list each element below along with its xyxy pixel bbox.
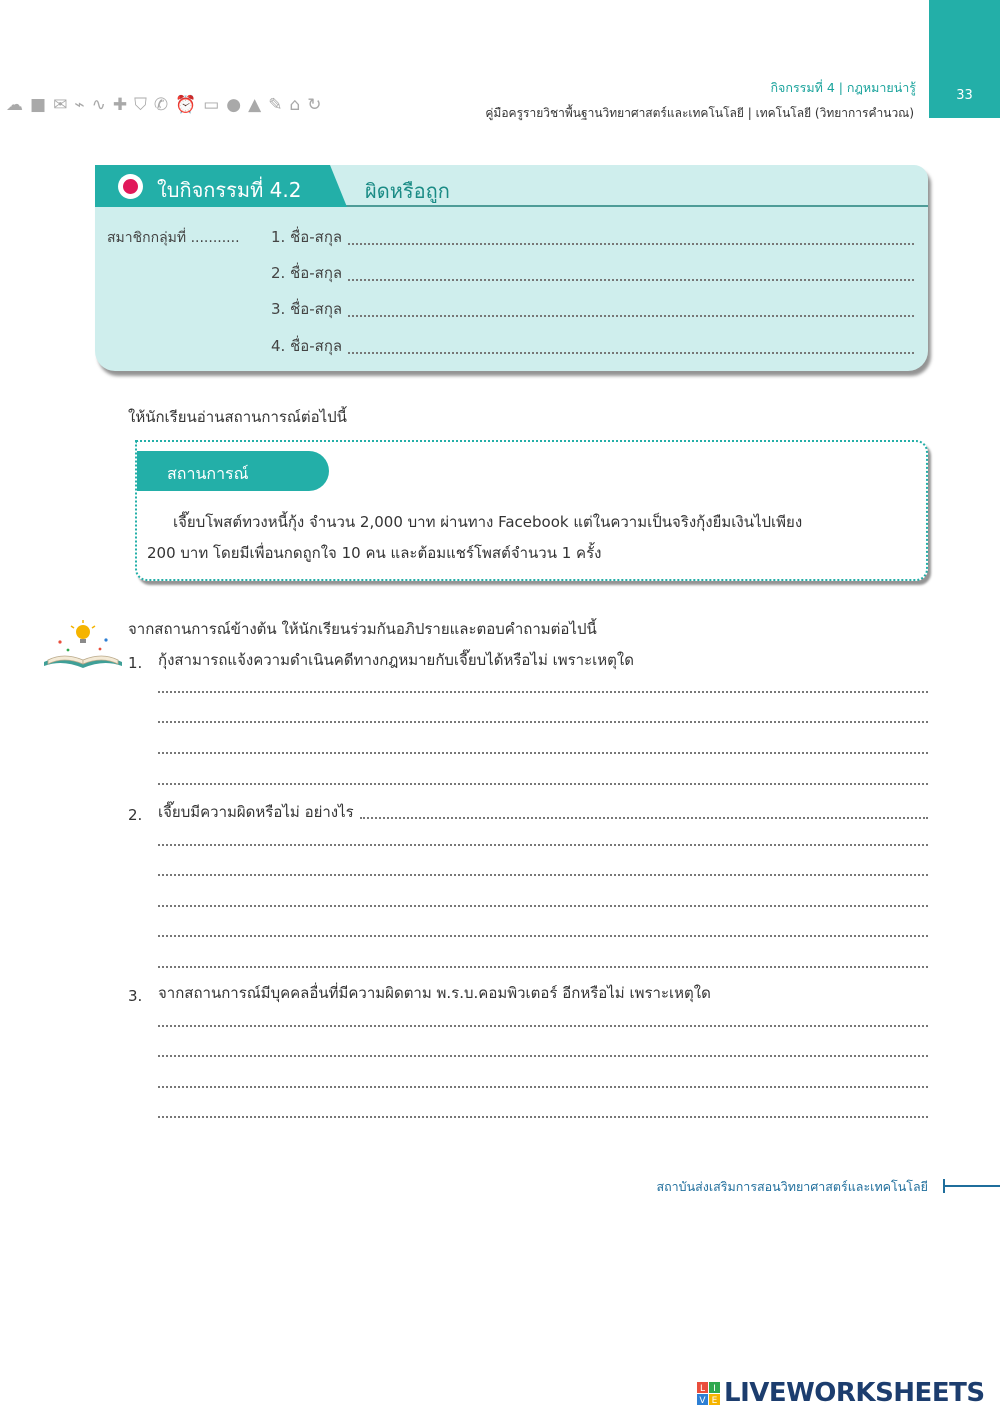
member-name-line[interactable]: 2. ชื่อ-สกุล xyxy=(271,261,914,285)
answer-line[interactable] xyxy=(158,691,928,693)
plug-icon: ⌁ xyxy=(74,95,85,115)
question-text: กุ้งสามารถแจ้งความดำเนินคดีทางกฎหมายกับเจี๊ยบได้หรือไม่ เพราะเหตุใด xyxy=(158,651,634,669)
svg-text:V: V xyxy=(699,1395,706,1405)
answer-line[interactable] xyxy=(158,1116,928,1118)
question-item: 3. จากสถานการณ์มีบุคคลอื่นที่มีความผิดตาม พ.ร.บ.คอมพิวเตอร์ อีกหรือไม่ เพราะเหตุใด xyxy=(128,981,928,1005)
alarm-clock-icon: ⏰ xyxy=(175,95,197,115)
scenario-text-line: 200 บาท โดยมีเพื่อนกดถูกใจ 10 คน และต้อมแชร์โพสต์จำนวน 1 ครั้ง xyxy=(147,544,602,562)
activity-title: กิจกรรมที่ 4 | กฎหมายน่ารู้ xyxy=(770,80,916,95)
footer-institute: สถาบันส่งเสริมการสอนวิทยาศาสตร์และเทคโนโลยี xyxy=(656,1179,928,1194)
group-members-label: สมาชิกกลุ่มที่ ........... xyxy=(107,230,240,246)
lock-icon: ▲ xyxy=(248,95,262,115)
decorative-icon-strip xyxy=(6,88,456,122)
pen-icon: ✎ xyxy=(268,95,283,115)
answer-line[interactable] xyxy=(158,1086,928,1088)
member-name-line[interactable]: 1. ชื่อ-สกุล xyxy=(271,225,914,249)
rotate-icon: ↻ xyxy=(307,95,322,115)
answer-line[interactable] xyxy=(360,815,928,819)
logo-square xyxy=(697,1394,708,1405)
answer-line[interactable] xyxy=(158,966,928,968)
answer-line[interactable] xyxy=(158,721,928,723)
questions-intro: จากสถานการณ์ข้างต้น ให้นักเรียนร่วมกันอภิปรายและตอบคำถามต่อไปนี้ xyxy=(128,620,597,638)
cloud-network-icon: ☁ xyxy=(6,95,23,115)
book-title: คู่มือครูรายวิชาพื้นฐานวิทยาศาสตร์และเทคโนโลยี | เทคโนโลยี (วิทยาการคำนวณ) xyxy=(485,106,914,120)
answer-line[interactable] xyxy=(158,752,928,754)
liveworksheets-logo[interactable] xyxy=(697,1375,985,1411)
svg-text:E: E xyxy=(711,1395,718,1405)
question-text: เจี๊ยบมีความผิดหรือไม่ อย่างไร xyxy=(158,803,354,821)
logo-square xyxy=(709,1394,720,1405)
instruction-text: ให้นักเรียนอ่านสถานการณ์ต่อไปนี้ xyxy=(128,408,347,426)
footer-rule xyxy=(943,1185,1000,1187)
member-name-line[interactable]: 3. ชื่อ-สกุล xyxy=(271,297,914,321)
answer-line[interactable] xyxy=(158,783,928,785)
laptop-icon: ▭ xyxy=(203,95,220,115)
page-number: 33 xyxy=(956,88,973,103)
logo-square xyxy=(697,1382,708,1393)
scenario-label: สถานการณ์ xyxy=(167,464,249,483)
open-book-lightbulb-icon xyxy=(40,618,126,674)
scenario-text-line: เจี๊ยบโพสต์ทวงหนี้กุ้ง จำนวน 2,000 บาท ผ่านทาง Facebook แต่ในความเป็นจริงกุ้งยืมเงินไปเพียง xyxy=(173,513,803,531)
answer-line[interactable] xyxy=(158,935,928,937)
answer-line[interactable] xyxy=(158,874,928,876)
member-name-line[interactable]: 4. ชื่อ-สกุล xyxy=(271,334,914,358)
answer-line[interactable] xyxy=(158,1055,928,1057)
square-icon: ■ xyxy=(30,95,47,115)
scenario-box xyxy=(135,440,928,581)
logo-square xyxy=(709,1382,720,1393)
svg-text:I: I xyxy=(713,1383,716,1393)
logo-text: LIVEWORKSHEETS xyxy=(724,1378,985,1408)
answer-line[interactable] xyxy=(158,905,928,907)
chat-icon: ✉ xyxy=(53,95,68,115)
question-item[interactable]: 2. เจี๊ยบมีความผิดหรือไม่ อย่างไร xyxy=(128,800,928,824)
answer-line[interactable] xyxy=(158,1025,928,1027)
worksheet-subtitle: ผิดหรือถูก xyxy=(365,179,450,203)
record-bullet-icon xyxy=(118,174,143,199)
svg-text:L: L xyxy=(699,1383,706,1393)
logo-squares-icon xyxy=(697,1382,720,1405)
speech-bubble-icon: ● xyxy=(226,95,242,115)
cable-icon: ∿ xyxy=(91,95,106,115)
worksheet-card-header xyxy=(95,165,928,207)
worksheet-title: ใบกิจกรรมที่ 4.2 xyxy=(157,178,302,202)
mouse-icon: ⌂ xyxy=(289,95,301,115)
puzzle-icon: ✚ xyxy=(112,95,128,115)
worksheet-card xyxy=(95,165,928,371)
question-item: 1. กุ้งสามารถแจ้งความดำเนินคดีทางกฎหมายกับเจี๊ยบได้หรือไม่ เพราะเหตุใด xyxy=(128,648,928,672)
phone-icon: ✆ xyxy=(153,95,169,115)
shield-icon: ⛉ xyxy=(134,95,147,115)
question-text: จากสถานการณ์มีบุคคลอื่นที่มีความผิดตาม พ.ร.บ.คอมพิวเตอร์ อีกหรือไม่ เพราะเหตุใด xyxy=(158,984,711,1002)
answer-line[interactable] xyxy=(158,844,928,846)
